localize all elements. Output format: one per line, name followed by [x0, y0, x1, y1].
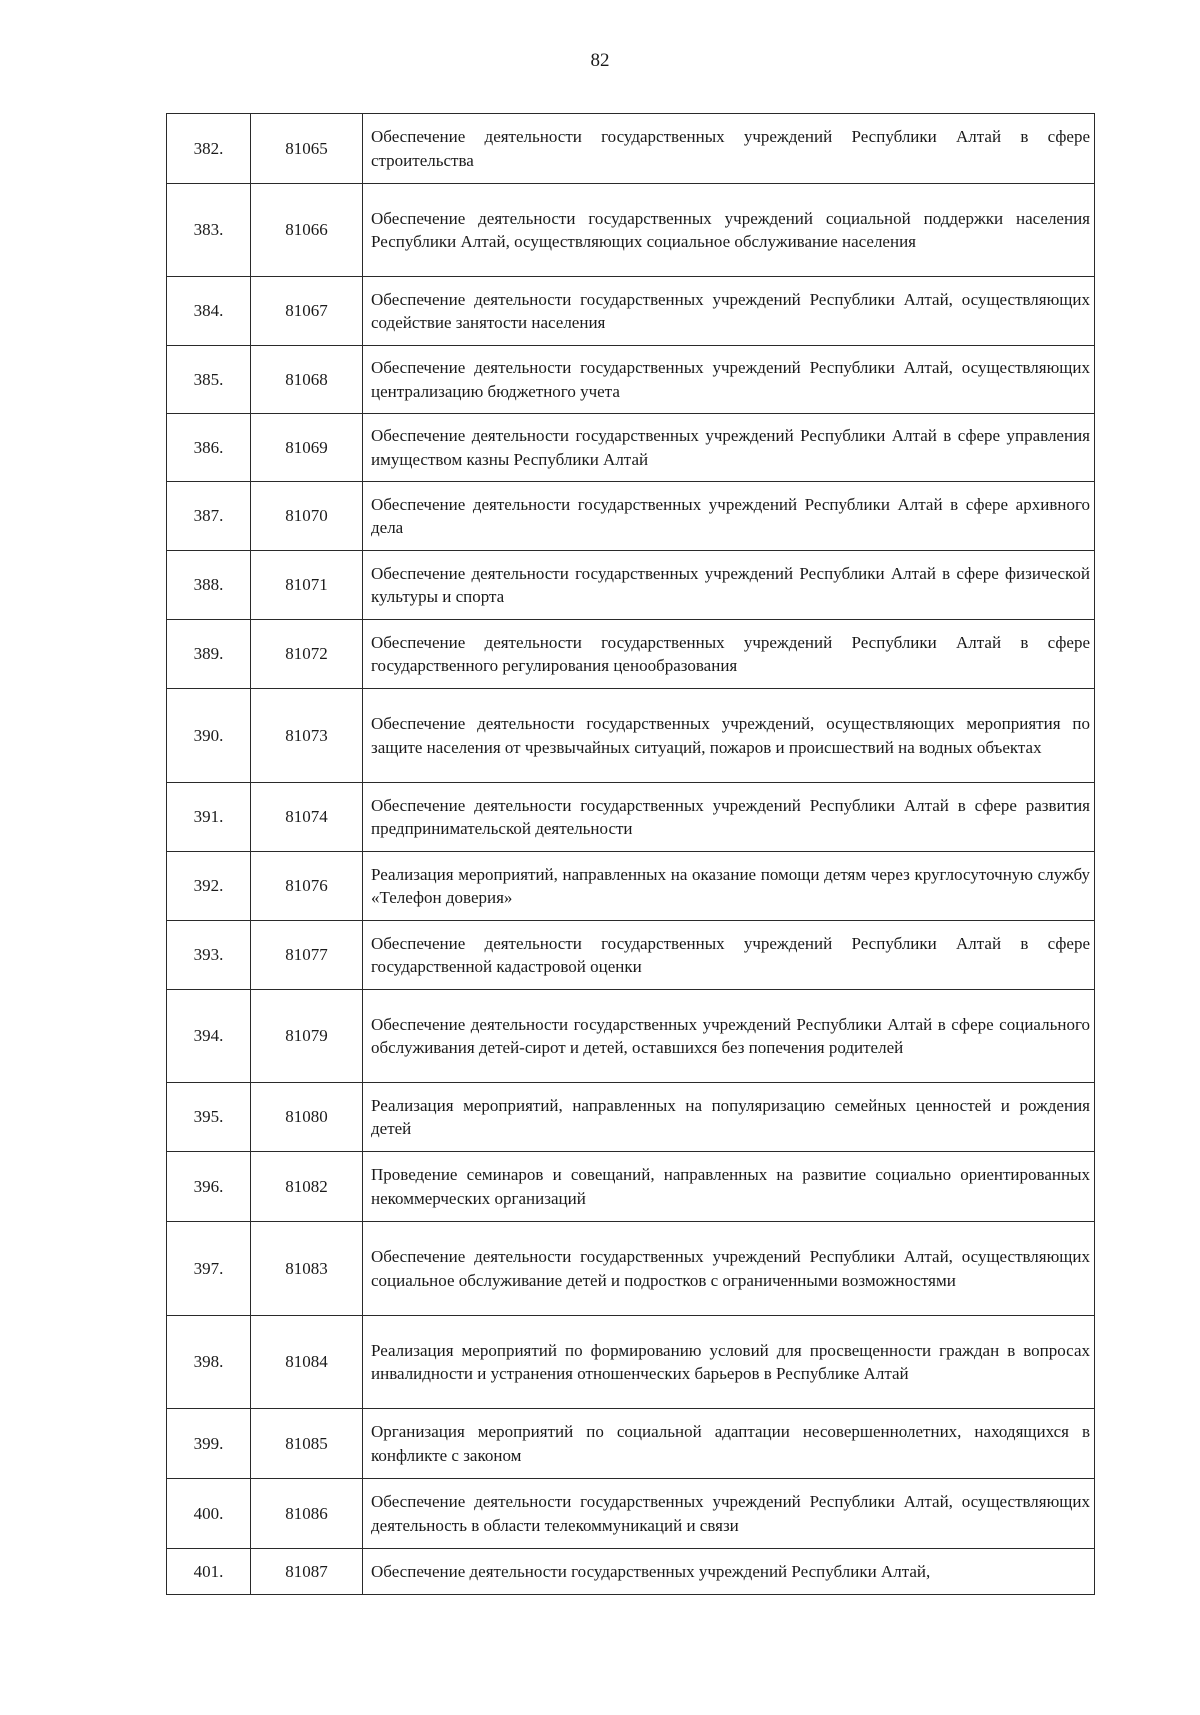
row-code: 81070: [251, 482, 363, 551]
table-row: [167, 414, 1095, 482]
row-description: Обеспечение деятельности государственных учреждений Республики Алтай в сфере физической культуры и спорта: [363, 551, 1095, 620]
table-row: [167, 990, 1095, 1083]
row-code: 81068: [251, 346, 363, 414]
row-description: Обеспечение деятельности государственных учреждений Республики Алтай, осуществляющих централизацию бюджетного учета: [363, 346, 1095, 414]
row-description: Реализация мероприятий, направленных на оказание помощи детям через круглосуточную службу «Телефон доверия»: [363, 852, 1095, 921]
table-body: [167, 114, 1095, 1595]
row-number: 386.: [167, 414, 251, 482]
row-description: Обеспечение деятельности государственных учреждений Республики Алтай, осуществляющих деятельность в области телекоммуникаций и связи: [363, 1479, 1095, 1549]
row-number: 397.: [167, 1222, 251, 1316]
row-number: 391.: [167, 783, 251, 852]
row-number: 399.: [167, 1409, 251, 1479]
row-number: 385.: [167, 346, 251, 414]
table-row: [167, 1316, 1095, 1409]
table-row: [167, 551, 1095, 620]
row-number: 384.: [167, 277, 251, 346]
row-number: 396.: [167, 1152, 251, 1222]
row-description: Обеспечение деятельности государственных учреждений Республики Алтай в сфере развития предпринимательской деятельности: [363, 783, 1095, 852]
table-row: [167, 1152, 1095, 1222]
row-description: Обеспечение деятельности государственных учреждений Республики Алтай, осуществляющих содействие занятости населения: [363, 277, 1095, 346]
row-description: Реализация мероприятий, направленных на популяризацию семейных ценностей и рождения детей: [363, 1083, 1095, 1152]
row-number: 388.: [167, 551, 251, 620]
table-row: [167, 1549, 1095, 1595]
row-description: Обеспечение деятельности государственных учреждений Республики Алтай в сфере строительства: [363, 114, 1095, 184]
row-number: 390.: [167, 689, 251, 783]
table-row: [167, 482, 1095, 551]
row-description: Организация мероприятий по социальной адаптации несовершеннолетних, находящихся в конфликте с законом: [363, 1409, 1095, 1479]
row-description: Обеспечение деятельности государственных учреждений социальной поддержки населения Республики Алтай, осуществляющих социальное обслуживание населения: [363, 184, 1095, 277]
row-description: Обеспечение деятельности государственных учреждений, осуществляющих мероприятия по защите населения от чрезвычайных ситуаций, пожаров и происшествий на водных объектах: [363, 689, 1095, 783]
table-row: [167, 1222, 1095, 1316]
row-code: 81086: [251, 1479, 363, 1549]
row-description: Обеспечение деятельности государственных учреждений Республики Алтай в сфере государственной кадастровой оценки: [363, 921, 1095, 990]
row-code: 81069: [251, 414, 363, 482]
row-code: 81073: [251, 689, 363, 783]
table-row: [167, 620, 1095, 689]
table-row: [167, 1083, 1095, 1152]
table-row: [167, 277, 1095, 346]
row-description: Обеспечение деятельности государственных учреждений Республики Алтай в сфере управления имуществом казны Республики Алтай: [363, 414, 1095, 482]
row-code: 81080: [251, 1083, 363, 1152]
table-row: [167, 852, 1095, 921]
row-description: Реализация мероприятий по формированию условий для просвещенности граждан в вопросах инвалидности и устранения отношенческих барьеров в Республике Алтай: [363, 1316, 1095, 1409]
row-number: 400.: [167, 1479, 251, 1549]
page-number: 82: [590, 50, 610, 71]
row-code: 81079: [251, 990, 363, 1083]
row-code: 81066: [251, 184, 363, 277]
row-number: 398.: [167, 1316, 251, 1409]
row-number: 383.: [167, 184, 251, 277]
row-description: Обеспечение деятельности государственных учреждений Республики Алтай,: [363, 1549, 1095, 1595]
row-description: Обеспечение деятельности государственных учреждений Республики Алтай, осуществляющих социальное обслуживание детей и подростков с ограниченными возможностями: [363, 1222, 1095, 1316]
table-row: [167, 346, 1095, 414]
row-code: 81074: [251, 783, 363, 852]
row-code: 81083: [251, 1222, 363, 1316]
row-code: 81065: [251, 114, 363, 184]
row-code: 81084: [251, 1316, 363, 1409]
row-code: 81087: [251, 1549, 363, 1595]
row-number: 382.: [167, 114, 251, 184]
row-code: 81071: [251, 551, 363, 620]
row-code: 81085: [251, 1409, 363, 1479]
row-number: 389.: [167, 620, 251, 689]
row-number: 387.: [167, 482, 251, 551]
row-number: 395.: [167, 1083, 251, 1152]
row-code: 81067: [251, 277, 363, 346]
budget-code-table: [166, 113, 1095, 1595]
row-description: Проведение семинаров и совещаний, направленных на развитие социально ориентированных некоммерческих организаций: [363, 1152, 1095, 1222]
table-row: [167, 689, 1095, 783]
row-description: Обеспечение деятельности государственных учреждений Республики Алтай в сфере архивного дела: [363, 482, 1095, 551]
table-row: [167, 114, 1095, 184]
row-code: 81076: [251, 852, 363, 921]
table-row: [167, 1479, 1095, 1549]
row-code: 81072: [251, 620, 363, 689]
row-description: Обеспечение деятельности государственных учреждений Республики Алтай в сфере социального обслуживания детей-сирот и детей, оставшихся без попечения родителей: [363, 990, 1095, 1083]
row-code: 81077: [251, 921, 363, 990]
row-code: 81082: [251, 1152, 363, 1222]
table-row: [167, 783, 1095, 852]
row-number: 393.: [167, 921, 251, 990]
table-row: [167, 184, 1095, 277]
table-row: [167, 921, 1095, 990]
table-row: [167, 1409, 1095, 1479]
row-number: 394.: [167, 990, 251, 1083]
row-number: 392.: [167, 852, 251, 921]
row-description: Обеспечение деятельности государственных учреждений Республики Алтай в сфере государственного регулирования ценообразования: [363, 620, 1095, 689]
row-number: 401.: [167, 1549, 251, 1595]
